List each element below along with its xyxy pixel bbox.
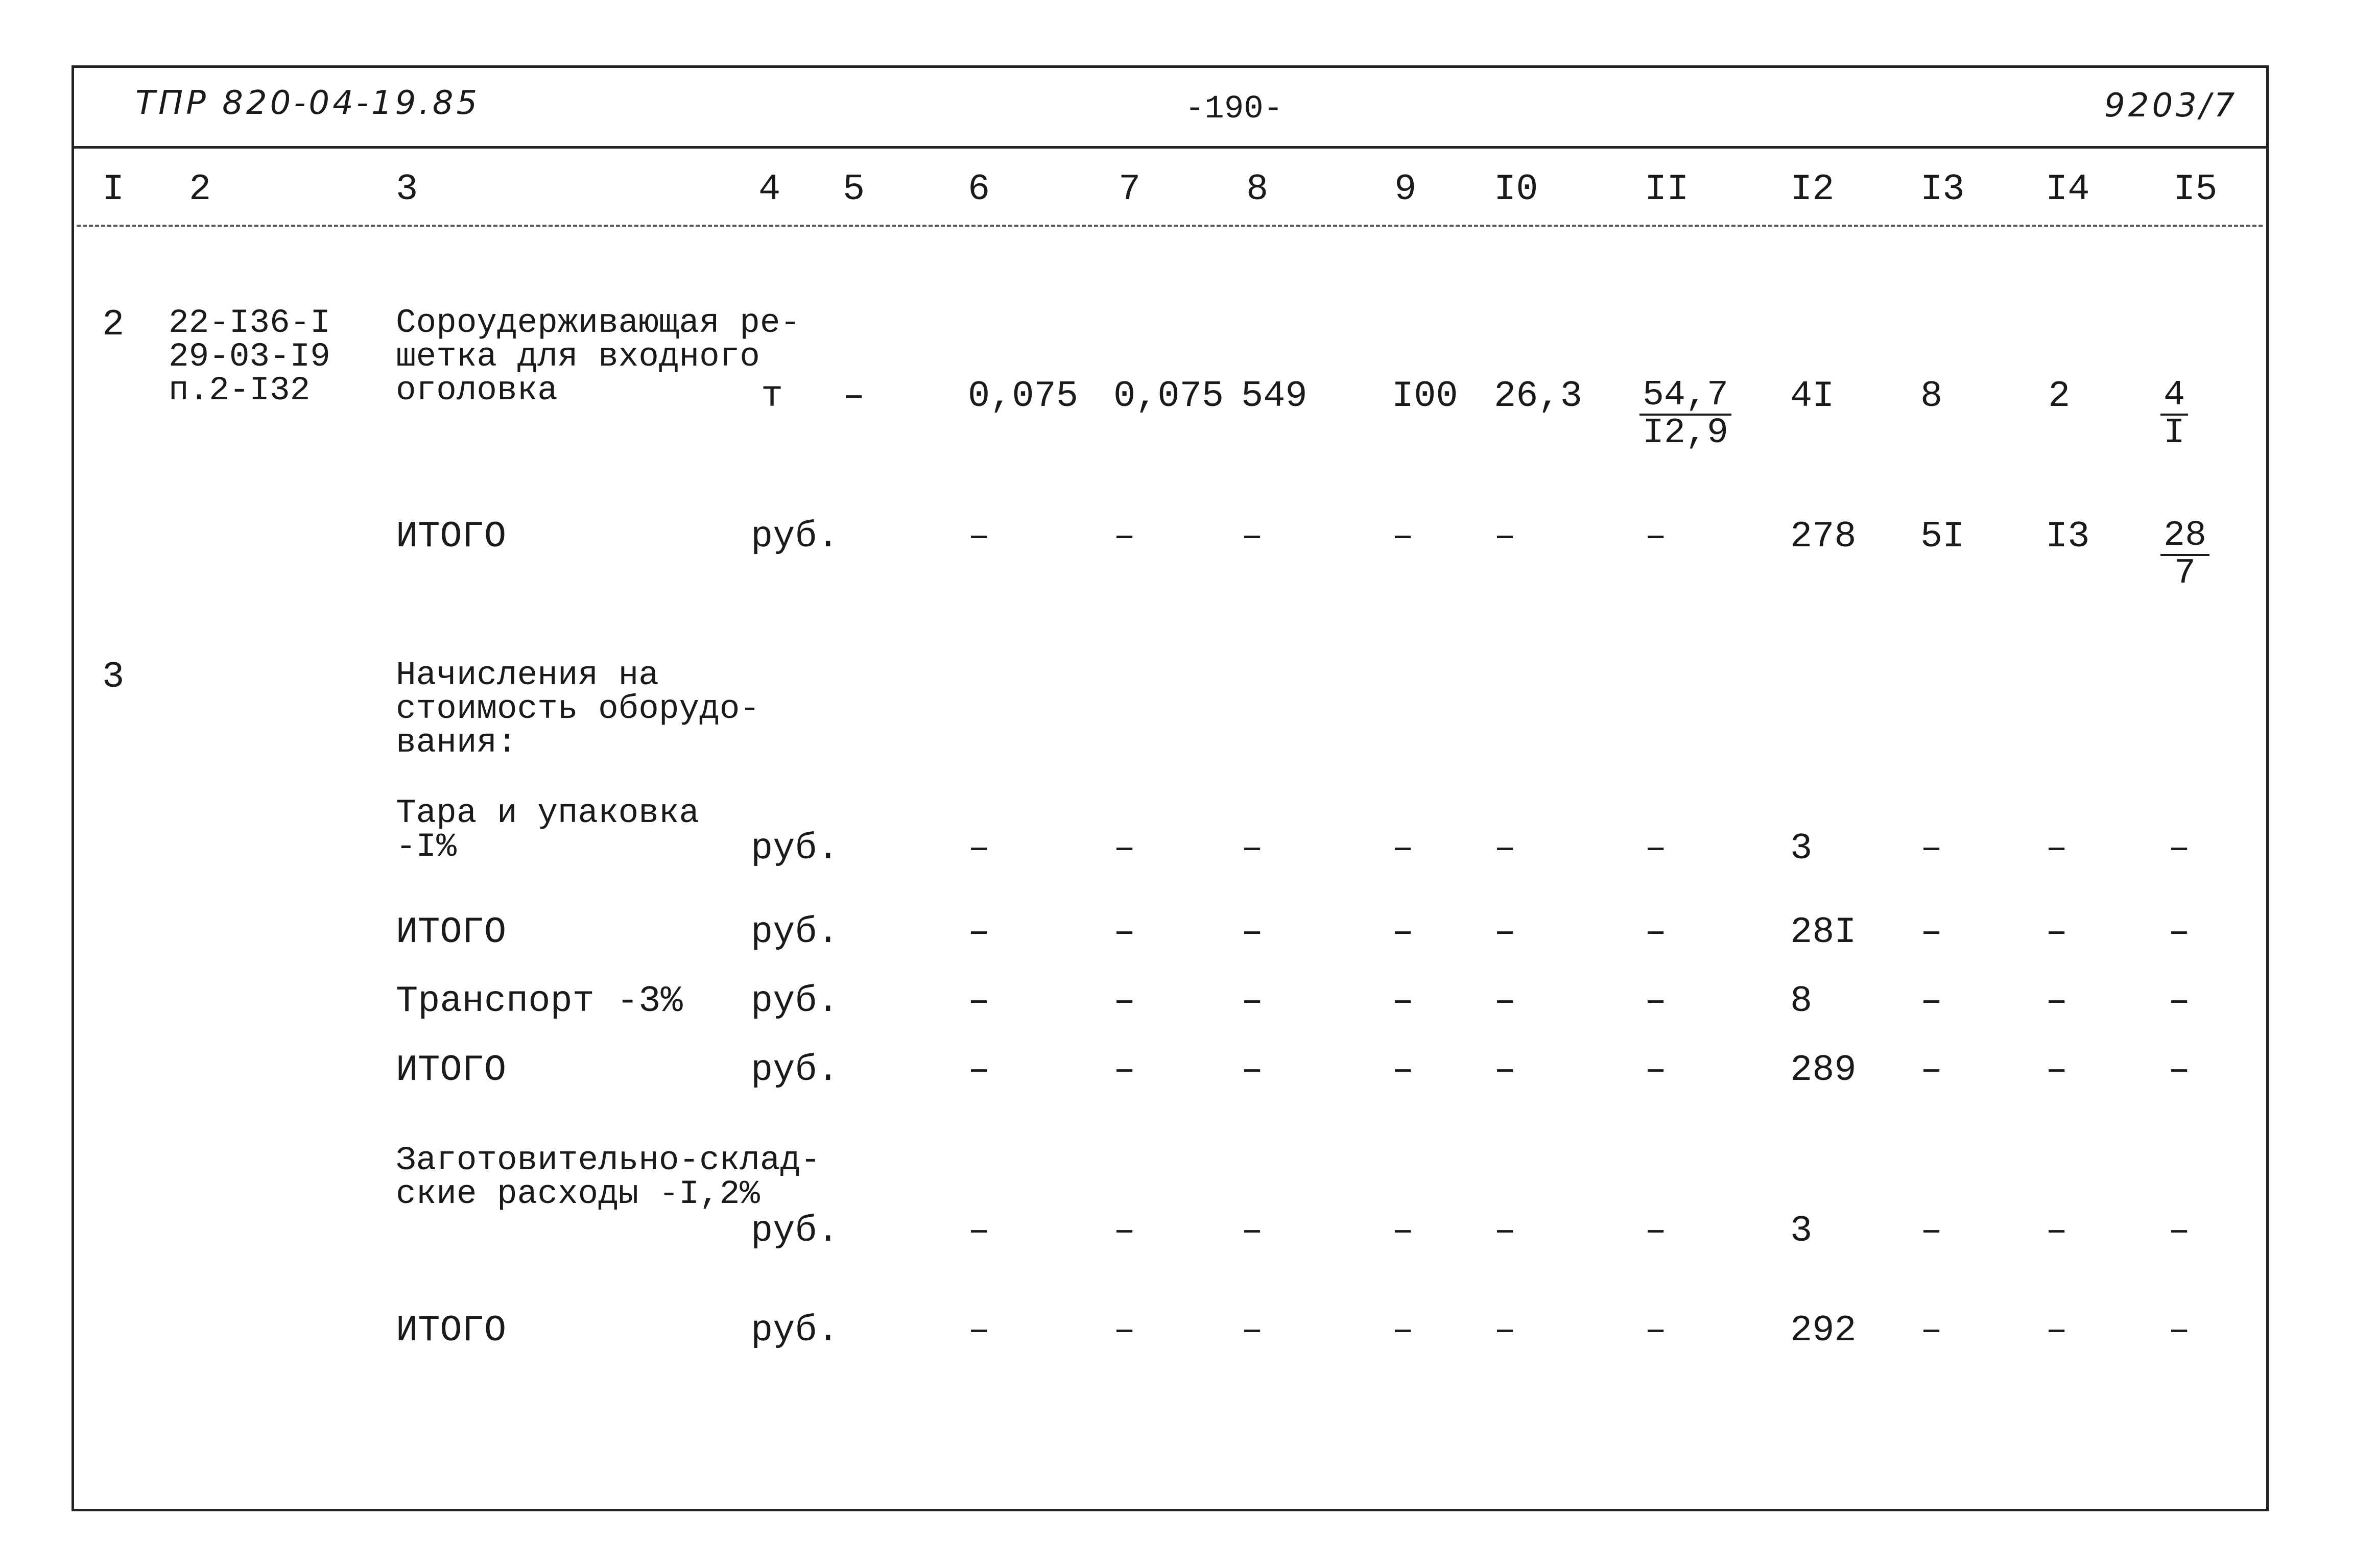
cell-c8: – (1241, 516, 1264, 558)
cell-c13: – (1920, 828, 1943, 870)
unit: руб. (751, 516, 839, 558)
cell-c11-fraction (1639, 375, 1731, 453)
cell-c6: – (968, 980, 990, 1022)
item-name: Заготовительно-склад- (396, 1141, 821, 1179)
fraction-numerator: 4 (2160, 378, 2188, 416)
cell-c13: 8 (1920, 375, 1943, 417)
column-number: 5 (843, 168, 865, 210)
cell-c9: – (1392, 828, 1414, 870)
column-number: I2 (1790, 168, 1835, 210)
doc-code: ТПР 820-04-19.85 (135, 84, 481, 122)
cell-c15: – (2168, 1310, 2191, 1352)
cell-c7: – (1113, 516, 1136, 558)
cell-c11: – (1645, 516, 1667, 558)
cell-c12: 3 (1790, 1210, 1813, 1252)
cell-c11: – (1645, 1210, 1667, 1252)
cell-c7: – (1113, 828, 1136, 870)
sheet-code: 9203/7 (2104, 87, 2238, 125)
cell-c12: 278 (1790, 516, 1857, 558)
cell-c9: – (1392, 516, 1414, 558)
item-name: Тара и упаковка (396, 794, 700, 832)
cell-c12: 3 (1790, 828, 1813, 870)
cell-c9: – (1392, 911, 1414, 953)
price-code: 22-I36-I (169, 304, 330, 342)
column-number: II (1645, 168, 1689, 210)
cell-c11: – (1645, 911, 1667, 953)
cell-c13: – (1920, 1310, 1943, 1352)
cell-c6: – (968, 516, 990, 558)
cell-c15: – (2168, 1049, 2191, 1091)
cell-c8: – (1241, 1310, 1264, 1352)
cell-c14: – (2046, 1310, 2068, 1352)
column-number: I (102, 168, 125, 210)
cell-c10: – (1494, 1310, 1516, 1352)
cell-c14: – (2046, 911, 2068, 953)
cell-c6: 0,075 (968, 375, 1079, 417)
fraction-denominator: I (2164, 413, 2185, 453)
page-frame (72, 65, 2269, 1511)
column-number: 7 (1119, 168, 1141, 210)
cell-c10: – (1494, 1210, 1516, 1252)
cell-c12: 4I (1790, 375, 1835, 417)
cell-c14: – (2046, 1210, 2068, 1252)
cell-c10: – (1494, 980, 1516, 1022)
cell-c9: – (1392, 1049, 1414, 1091)
column-number: 8 (1246, 168, 1269, 210)
item-name: ИТОГО (396, 1310, 507, 1352)
column-number: I5 (2173, 168, 2218, 210)
unit: руб. (751, 1210, 839, 1252)
cell-c7: – (1113, 980, 1136, 1022)
item-name: шетка для входного (396, 337, 760, 376)
column-number: I3 (1920, 168, 1965, 210)
cell-c7: – (1113, 1049, 1136, 1091)
header-divider (72, 146, 2269, 149)
cell-c14: 2 (2048, 375, 2071, 417)
cell-c12: 289 (1790, 1049, 1857, 1091)
unit: руб. (751, 1049, 839, 1091)
fraction-numerator: 54,7 (1639, 378, 1731, 416)
unit: руб. (751, 828, 839, 870)
item-name: стоимость оборудо- (396, 690, 760, 728)
unit: руб. (751, 911, 839, 953)
cell-c15: – (2168, 980, 2191, 1022)
cell-c9: – (1392, 1210, 1414, 1252)
cell-c14: I3 (2046, 516, 2090, 558)
cell-c13: 5I (1920, 516, 1965, 558)
cell-c11: – (1645, 980, 1667, 1022)
column-number: 3 (396, 168, 418, 210)
cell-c7: 0,075 (1113, 375, 1224, 417)
column-number: 9 (1394, 168, 1417, 210)
cell-c9: – (1392, 1310, 1414, 1352)
cell-c12: 28I (1790, 911, 1857, 953)
row-number: 2 (102, 304, 125, 346)
cell-c11: – (1645, 828, 1667, 870)
cell-c13: – (1920, 980, 1943, 1022)
cell-c11: – (1645, 1049, 1667, 1091)
cell-c6: – (968, 1310, 990, 1352)
price-code: п.2-I32 (169, 371, 311, 409)
cell-c15-fraction (2160, 518, 2209, 592)
cell-c13: – (1920, 911, 1943, 953)
cell-c8: – (1241, 980, 1264, 1022)
cell-c10: 26,3 (1494, 375, 1582, 417)
cell-c6: – (968, 1049, 990, 1091)
cell-c8: – (1241, 1210, 1264, 1252)
item-name: ИТОГО (396, 1049, 507, 1091)
cell-c8: 549 (1241, 375, 1308, 417)
cell-c13: – (1920, 1210, 1943, 1252)
column-number: I4 (2046, 168, 2090, 210)
cell-c10: – (1494, 1049, 1516, 1091)
cell-c6: – (968, 1210, 990, 1252)
row-number: 3 (102, 656, 125, 698)
price-code: 29-03-I9 (169, 337, 330, 376)
column-number: 6 (968, 168, 990, 210)
item-name: Начисления на (396, 656, 659, 694)
fraction-denominator: 7 (2174, 553, 2196, 594)
cell-c7: – (1113, 911, 1136, 953)
column-number: I0 (1494, 168, 1538, 210)
cell-c12: 8 (1790, 980, 1813, 1022)
item-name: вания: (396, 723, 517, 762)
cell-c9: – (1392, 980, 1414, 1022)
cell-c10: – (1494, 516, 1516, 558)
cell-c8: – (1241, 911, 1264, 953)
cell-c15-fraction (2160, 375, 2188, 453)
cell-c13: – (1920, 1049, 1943, 1091)
item-name: Транспорт -3% (396, 980, 683, 1022)
cell-c12: 292 (1790, 1310, 1857, 1352)
cell-c7: – (1113, 1310, 1136, 1352)
cell-c8: – (1241, 1049, 1264, 1091)
unit: т (761, 375, 783, 417)
column-number: 4 (758, 168, 781, 210)
cell-c9: I00 (1392, 375, 1458, 417)
item-name: ИТОГО (396, 911, 507, 953)
item-name: ИТОГО (396, 516, 507, 558)
cell-c11: – (1645, 1310, 1667, 1352)
cell-c14: – (2046, 828, 2068, 870)
cell-c14: – (2046, 980, 2068, 1022)
fraction-numerator: 28 (2160, 518, 2209, 556)
column-number: 2 (189, 168, 211, 210)
cell-c15: – (2168, 828, 2191, 870)
cell-c15: – (2168, 1210, 2191, 1252)
cell-c10: – (1494, 911, 1516, 953)
item-name: Сороудерживающая ре- (396, 304, 801, 342)
cell-c7: – (1113, 1210, 1136, 1252)
cell-c5: – (843, 375, 865, 417)
cell-c6: – (968, 828, 990, 870)
column-header-divider (77, 225, 2263, 227)
item-name: ские расходы -I,2% (396, 1175, 760, 1213)
cell-c6: – (968, 911, 990, 953)
fraction-denominator: I2,9 (1643, 413, 1729, 453)
cell-c14: – (2046, 1049, 2068, 1091)
cell-c10: – (1494, 828, 1516, 870)
cell-c15: – (2168, 911, 2191, 953)
page-number: -190- (1185, 91, 1284, 128)
item-name: -I% (396, 828, 457, 866)
unit: руб. (751, 980, 839, 1022)
unit: руб. (751, 1310, 839, 1352)
item-name: оголовка (396, 371, 558, 409)
cell-c8: – (1241, 828, 1264, 870)
